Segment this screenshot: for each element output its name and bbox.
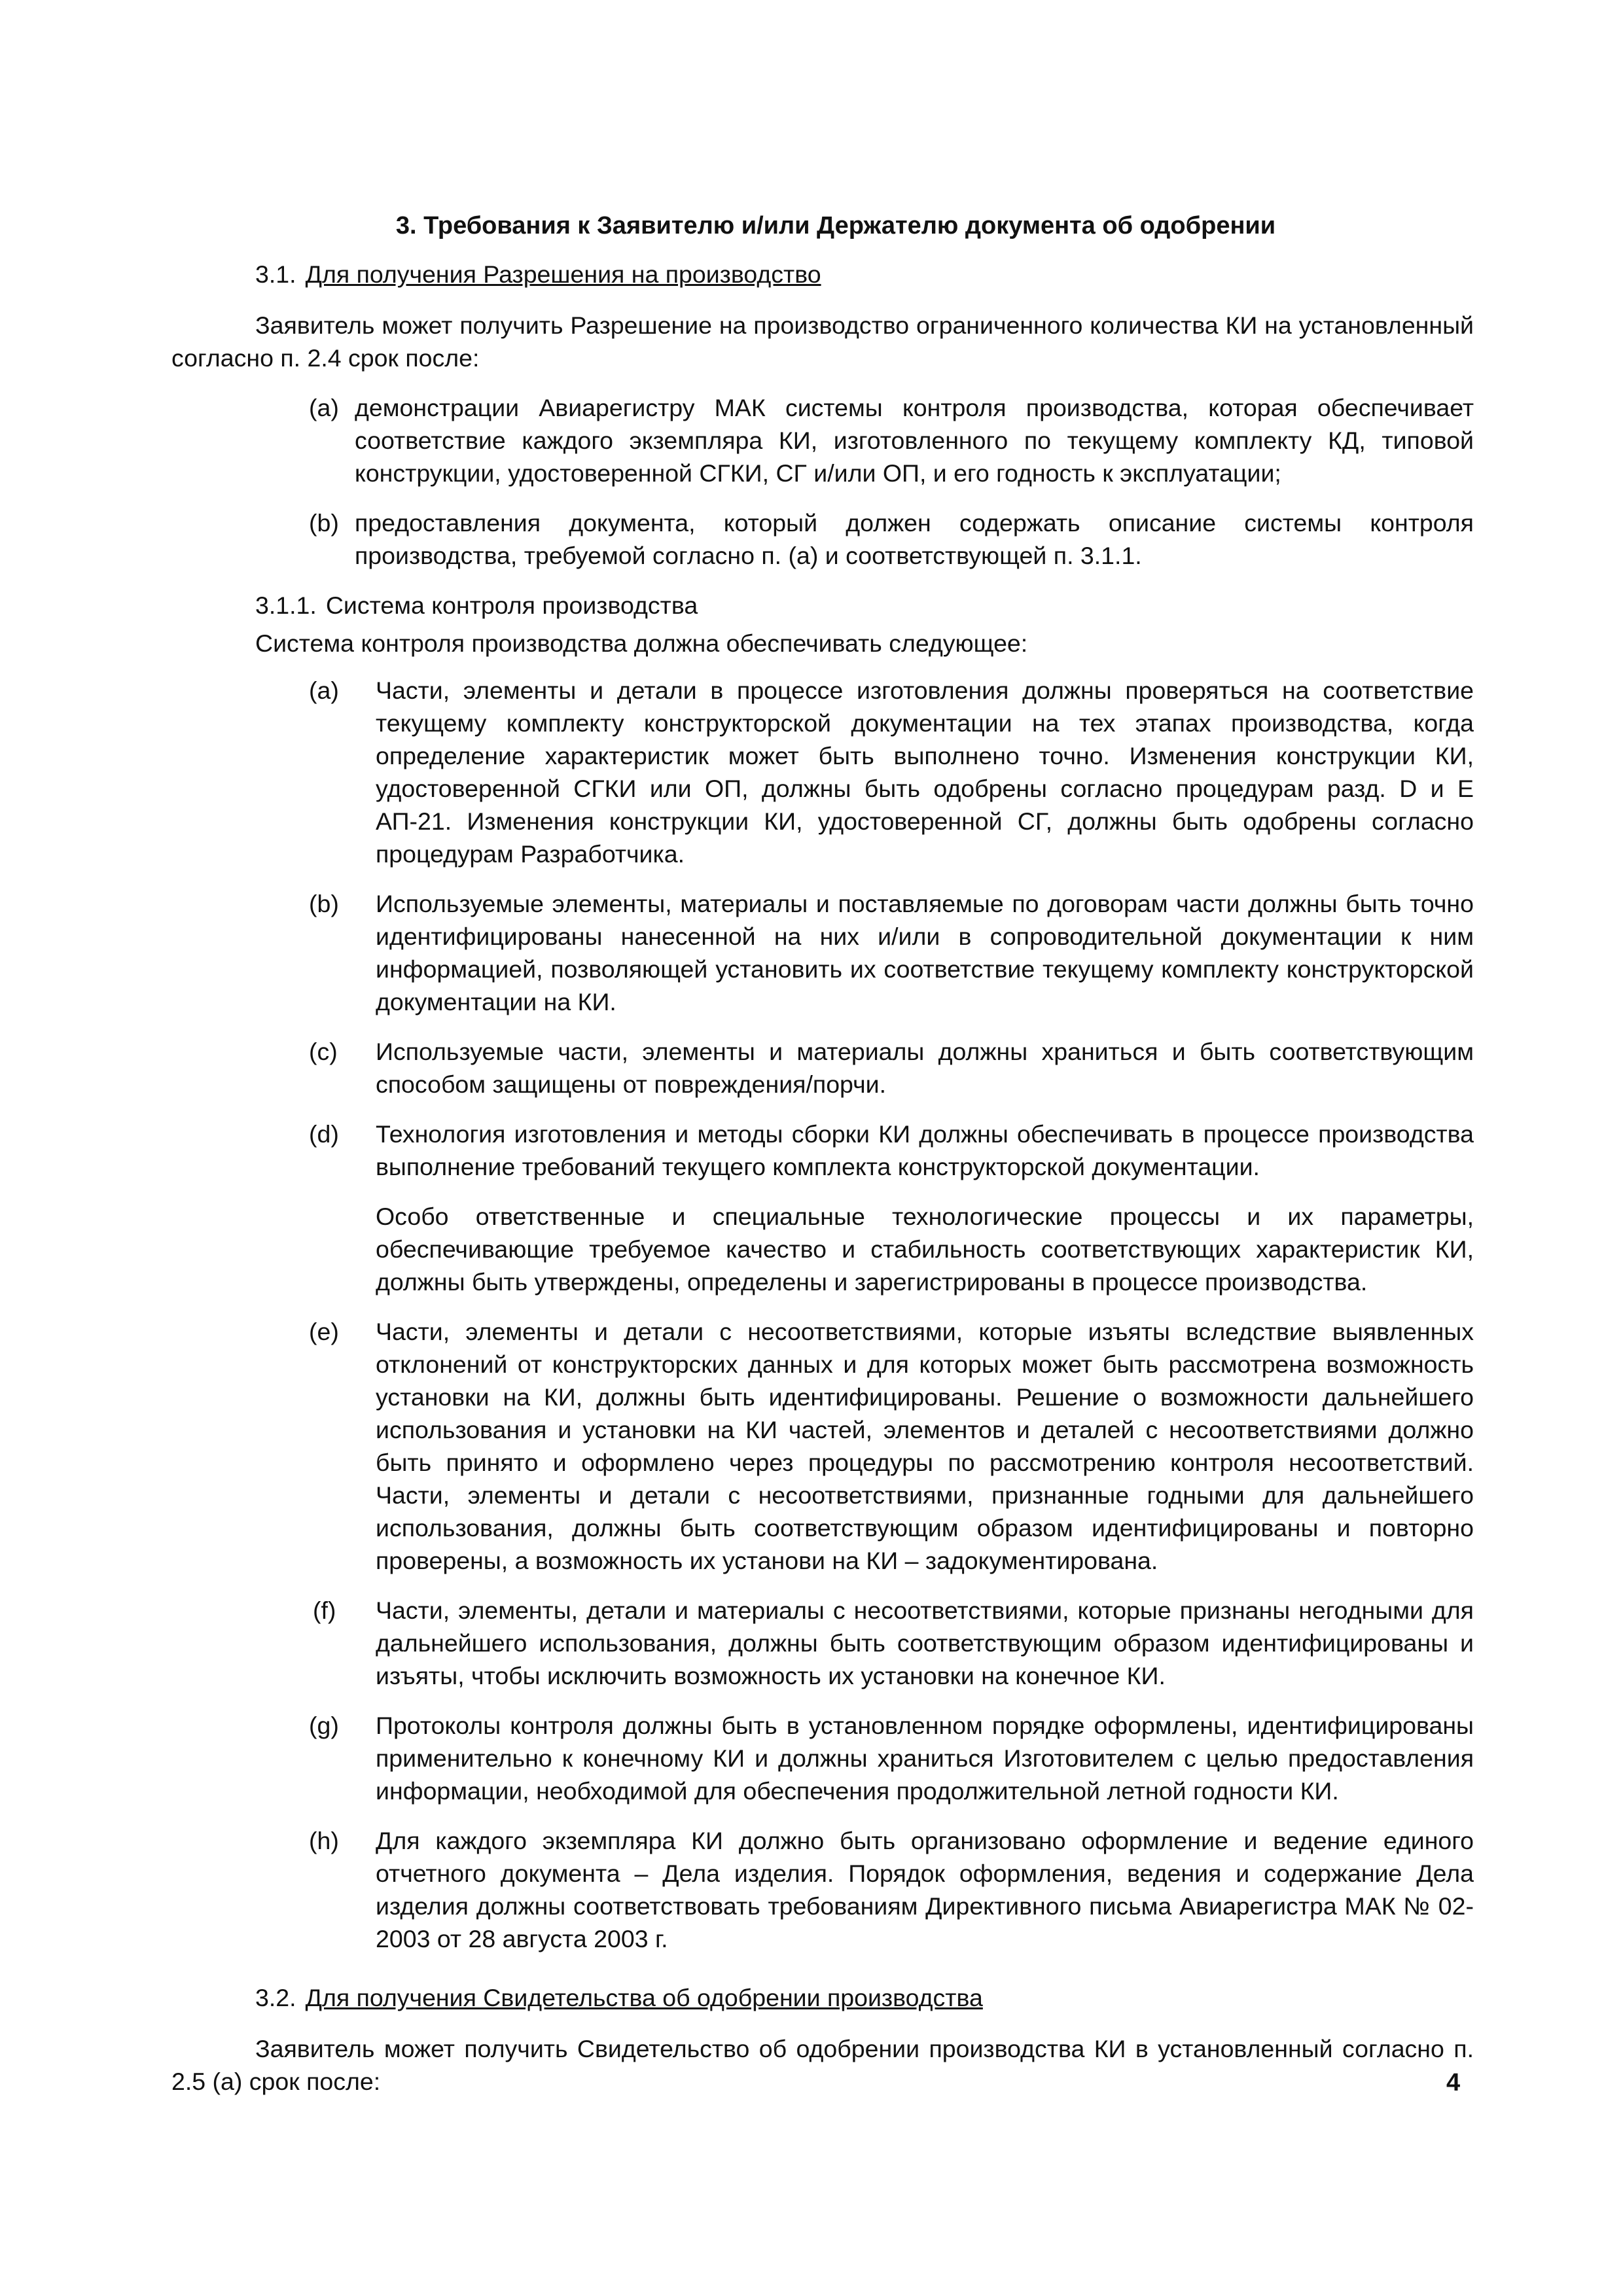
list-item-label: (a) bbox=[309, 394, 339, 421]
list-item-label: (f) bbox=[313, 1597, 336, 1624]
list-item-3-1-1-b bbox=[171, 887, 1474, 1018]
list-item-label: (h) bbox=[309, 1827, 339, 1854]
page-number: 4 bbox=[1446, 2069, 1461, 2096]
list-item-3-1-1-g bbox=[171, 1709, 1474, 1807]
list-item-text: Используемые части, элементы и материалы должны храниться и быть соответствующим способом защищены от повреждения/порчи. bbox=[376, 1038, 1474, 1098]
list-item-label: (a) bbox=[309, 677, 339, 704]
subsection-3-2 bbox=[171, 1981, 1474, 2014]
subsection-3-1 bbox=[171, 258, 1474, 291]
list-item-3-1-a bbox=[171, 391, 1474, 489]
list-item-label: (b) bbox=[309, 509, 339, 537]
list-item-text: Технология изготовления и методы сборки КИ должны обеспечивать в процессе производства выполнение требований текущего комплекта конструкторской документации. bbox=[376, 1120, 1474, 1180]
list-item-text: демонстрации Авиарегистру МАК системы контроля производства, которая обеспечивает соответствие каждого экземпляра КИ, изготовленного по текущему комплекту КД, типовой конструкции, удостоверенной СГКИ, СГ и/или ОП, и его годность к эксплуатации; bbox=[355, 394, 1474, 487]
section-heading: 3. Требования к Заявителю и/или Держателю документа об одобрении bbox=[395, 212, 1276, 239]
list-item-3-1-1-a bbox=[171, 674, 1474, 870]
list-item-d-continuation: Особо ответственные и специальные технологические процессы и их параметры, обеспечивающие требуемое качество и стабильность соответствующих характеристик КИ, должны быть утверждены, определены и зарегистрированы в процессе производства. bbox=[376, 1203, 1474, 1296]
list-item-label: (c) bbox=[309, 1038, 338, 1065]
subsection-title: Для получения Разрешения на производство bbox=[305, 260, 821, 288]
list-item-text: предоставления документа, который должен содержать описание системы контроля производства, требуемой согласно п. (a) и соответствующей п. 3.1.1. bbox=[355, 509, 1474, 569]
subsection-3-1-1 bbox=[171, 589, 1474, 622]
subsection-number: 3.1. bbox=[255, 260, 296, 288]
paragraph-3-2-intro: Заявитель может получить Свидетельство об одобрении производства КИ в установленный согласно п. 2.5 (a) срок после: bbox=[171, 2035, 1474, 2095]
list-item-text: Части, элементы и детали в процессе изготовления должны проверяться на соответствие текущему комплекту конструкторской документации на тех этапах производства, когда определение характеристик может быть выполнено точно. Изменения конструкции КИ, удостоверенной СГКИ или ОП, должны быть одобрены согласно процедурам разд. D и E АП-21. Изменения конструкции КИ, удостоверенной СГ, должны быть одобрены согласно процедурам Разработчика. bbox=[376, 677, 1474, 868]
list-item-3-1-1-c bbox=[171, 1035, 1474, 1101]
paragraph-3-1-1-intro: Система контроля производства должна обеспечивать следующее: bbox=[255, 629, 1028, 657]
list-item-3-1-1-d bbox=[171, 1118, 1474, 1183]
document-page bbox=[171, 209, 1474, 2115]
list-item-3-1-b bbox=[171, 506, 1474, 572]
list-item-label: (b) bbox=[309, 890, 339, 917]
paragraph-3-1-intro: Заявитель может получить Разрешение на производство ограниченного количества КИ на установленный согласно п. 2.4 срок после: bbox=[171, 311, 1474, 372]
list-item-text: Для каждого экземпляра КИ должно быть организовано оформление и ведение единого отчетного документа – Дела изделия. Порядок оформления, ведения и содержание Дела изделия должны соответствовать требованиям Директивного письма Авиарегистра МАК № 02-2003 от 28 августа 2003 г. bbox=[376, 1827, 1474, 1952]
subsection-title: Система контроля производства bbox=[325, 592, 698, 619]
list-item-label: (g) bbox=[309, 1712, 339, 1739]
list-item-3-1-1-f bbox=[171, 1594, 1474, 1692]
list-item-text: Используемые элементы, материалы и поставляемые по договорам части должны быть точно идентифицированы нанесенной на них и/или в сопроводительной документации к ним информацией, позволяющей установить их соответствие текущему комплекту конструкторской документации на КИ. bbox=[376, 890, 1474, 1016]
list-item-label: (d) bbox=[309, 1120, 339, 1148]
list-item-3-1-1-h bbox=[171, 1824, 1474, 1955]
subsection-number: 3.2. bbox=[255, 1984, 296, 2011]
list-item-text: Протоколы контроля должны быть в установленном порядке оформлены, идентифицированы применительно к конечному КИ и должны храниться Изготовителем с целью предоставления информации, необходимой для обеспечения продолжительной летной годности КИ. bbox=[376, 1712, 1474, 1805]
list-item-text: Части, элементы, детали и материалы с несоответствиями, которые признаны негодными для дальнейшего использования, должны быть соответствующим образом идентифицированы и изъяты, чтобы исключить возможность их установки на конечное КИ. bbox=[376, 1597, 1474, 1689]
subsection-number: 3.1.1. bbox=[255, 592, 317, 619]
list-item-label: (e) bbox=[309, 1318, 339, 1345]
subsection-title: Для получения Свидетельства об одобрении производства bbox=[305, 1984, 983, 2011]
list-item-text: Части, элементы и детали с несоответствиями, которые изъяты вследствие выявленных отклонений от конструкторских данных и для которых может быть рассмотрена возможность установки на КИ, должны быть идентифицированы. Решение о возможности дальнейшего использования и установки на КИ частей, элементов и деталей с несоответствиями должно быть принято и оформлено через процедуры по рассмотрению контроля несоответствий. Части, элементы и детали с несоответствиями, признанные годными для дальнейшего использования, должны быть соответствующим образом идентифицированы и повторно проверены, а возможность их установи на КИ – задокументирована. bbox=[376, 1318, 1474, 1574]
list-item-3-1-1-e bbox=[171, 1315, 1474, 1577]
